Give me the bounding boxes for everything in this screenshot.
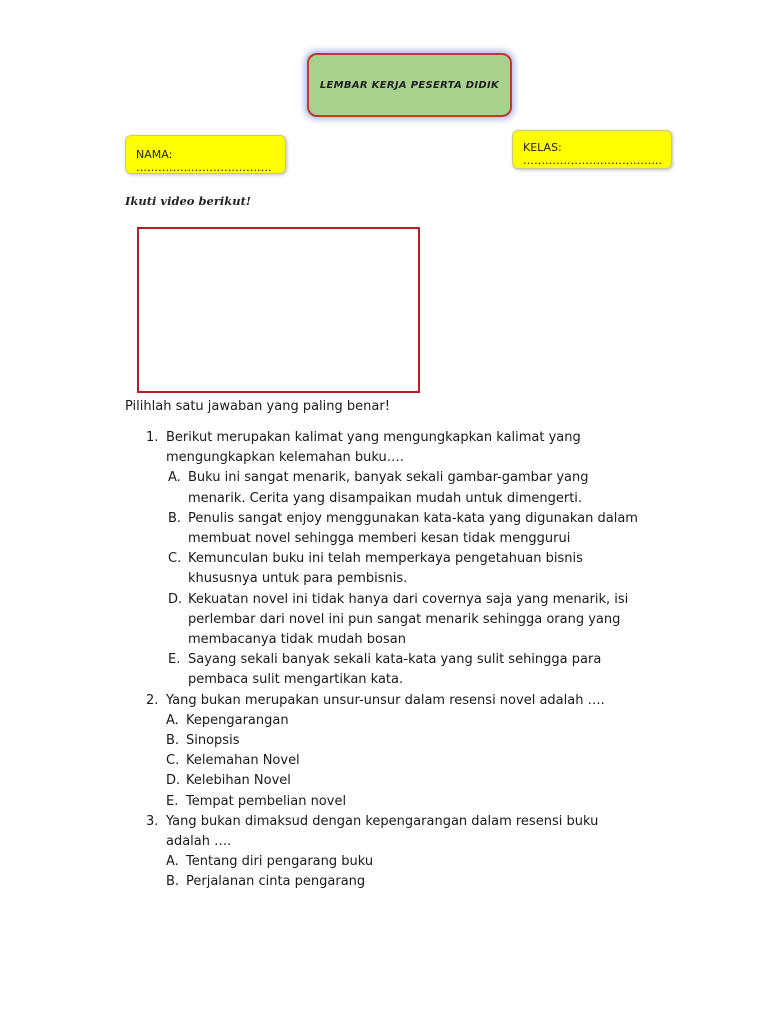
option-text: Kelebihan Novel <box>186 773 291 789</box>
video-frame[interactable] <box>137 227 420 393</box>
option-letter: A. <box>166 854 179 870</box>
option-b <box>168 509 646 549</box>
question-number: 2. <box>146 692 159 708</box>
question-1-options <box>168 468 646 690</box>
option-c <box>166 751 646 771</box>
option-text: Kemunculan buku ini telah memperkaya pengetahuan bisnis khususnya untuk para pembisnis. <box>188 551 583 587</box>
option-d <box>168 590 646 651</box>
option-b <box>166 731 646 751</box>
nama-field: NAMA: ………………………………. <box>125 135 286 174</box>
option-d <box>166 771 646 791</box>
option-letter: E. <box>168 652 181 668</box>
option-c <box>168 549 646 589</box>
option-text: Tempat pembelian novel <box>186 793 347 809</box>
option-text: Kelemahan Novel <box>186 753 300 769</box>
option-letter: D. <box>168 591 183 607</box>
video-instruction: Ikuti video berikut! <box>125 194 251 208</box>
quiz-instruction: Pilihlah satu jawaban yang paling benar! <box>125 399 390 414</box>
option-e <box>168 650 646 690</box>
worksheet-title-box <box>307 53 512 117</box>
option-b <box>166 872 646 892</box>
option-letter: C. <box>166 753 180 769</box>
option-text: Kepengarangan <box>186 712 289 728</box>
option-letter: B. <box>166 733 180 749</box>
question-number: 1. <box>146 430 159 445</box>
question-text: Yang bukan dimaksud dengan kepengarangan dalam resensi buku adalah …. <box>166 813 599 850</box>
kelas-field: KELAS: ……………………………….. <box>512 130 672 169</box>
option-letter: A. <box>168 470 181 486</box>
question-3-options <box>146 852 646 892</box>
option-text: Buku ini sangat menarik, banyak sekali gambar-gambar yang menarik. Cerita yang disampaikan mudah untuk dimengerti. <box>188 470 589 506</box>
question-text: Berikut merupakan kalimat yang mengungkapkan kalimat yang mengungkapkan kelemahan buku…. <box>166 430 581 466</box>
option-letter: E. <box>166 793 179 809</box>
question-number: 3. <box>146 813 159 829</box>
question-text: Yang bukan merupakan unsur-unsur dalam resensi novel adalah …. <box>166 692 605 708</box>
option-letter: B. <box>166 874 180 890</box>
option-text: Sayang sekali banyak sekali kata-kata yang sulit sehingga para pembaca sulit mengartikan kata. <box>188 652 602 688</box>
option-a <box>166 711 646 731</box>
option-text: Kekuatan novel ini tidak hanya dari covernya saja yang menarik, isi perlembar dari novel ini pun sangat menarik sehingga orang yang membacanya tidak mudah bosan <box>188 591 629 648</box>
option-a <box>166 852 646 872</box>
option-letter: B. <box>168 510 182 526</box>
option-text: Sinopsis <box>186 733 240 749</box>
option-text: Penulis sangat enjoy menggunakan kata-kata yang digunakan dalam membuat novel sehingga memberi kesan tidak menggurui <box>188 510 638 547</box>
option-e <box>166 792 646 812</box>
question-2 <box>146 691 646 711</box>
option-letter: C. <box>168 551 182 567</box>
question-2-options <box>146 711 646 812</box>
option-letter: D. <box>166 773 181 789</box>
question-1 <box>146 428 646 468</box>
option-text: Perjalanan cinta pengarang <box>186 874 366 890</box>
worksheet-title: LEMBAR KERJA PESERTA DIDIK <box>319 79 500 91</box>
option-a <box>168 468 646 508</box>
question-list <box>146 428 646 893</box>
question-3 <box>146 812 646 852</box>
option-text: Tentang diri pengarang buku <box>186 854 374 870</box>
option-letter: A. <box>166 712 179 728</box>
